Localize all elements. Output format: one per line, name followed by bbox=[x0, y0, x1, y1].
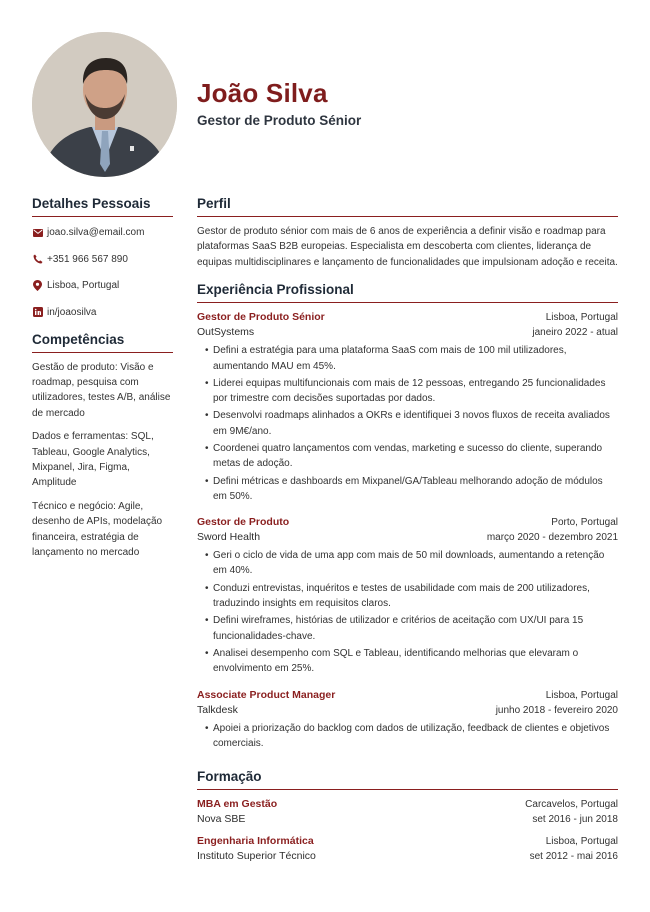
email-icon bbox=[32, 227, 43, 238]
job-bullet: • Desenvolvi roadmaps alinhados a OKRs e identifiquei 3 novos fluxos de receita avaliados em 9M€/ano. bbox=[212, 408, 618, 439]
job-dates: março 2020 - dezembro 2021 bbox=[486, 532, 618, 544]
contact-linkedin-text: in/joaosilva bbox=[47, 306, 97, 318]
candidate-name: João Silva bbox=[197, 78, 328, 108]
job-bullet: • Apoiei a priorização do backlog com dados de utilização, feedback de clientes e objetivos comerciais. bbox=[212, 721, 618, 752]
education-dates: set 2012 - mai 2016 bbox=[529, 851, 618, 863]
contact-linkedin[interactable] bbox=[32, 304, 173, 321]
sidebar bbox=[32, 196, 173, 568]
education-entry bbox=[197, 834, 618, 864]
contact-email[interactable] bbox=[32, 224, 173, 241]
skill-item: Gestão de produto: Visão e roadmap, pesquisa com utilizadores, testes A/B, análise de mercado bbox=[32, 361, 171, 419]
degree-title: MBA em Gestão bbox=[197, 798, 278, 811]
phone-icon bbox=[32, 254, 43, 265]
job-bullets bbox=[197, 721, 618, 752]
job-title: Gestor de Produto Sénior bbox=[197, 311, 325, 324]
job-bullet: • Conduzi entrevistas, inquéritos e testes de usabilidade com mais de 200 utilizadores, traduzindo insights em requisitos claros. bbox=[212, 581, 618, 612]
linkedin-icon bbox=[32, 307, 43, 318]
profile-text: Gestor de produto sénior com mais de 6 anos de experiência a definir visão e roadmap para plataformas SaaS B2B europeias. Especialista em descoberta com clientes, liderança de equipas multidisciplinares e lançamento de funcionalidades que impulsionam adoção e receita. bbox=[197, 226, 618, 268]
education-location: Lisboa, Portugal bbox=[545, 836, 618, 848]
education-dates: set 2016 - jun 2018 bbox=[532, 814, 618, 826]
job-bullets bbox=[197, 548, 618, 676]
job-bullet: • Analisei desempenho com SQL e Tableau, identificando melhorias que elevaram o envolvimento em 25%. bbox=[212, 646, 618, 677]
job-bullet: • Defini wireframes, histórias de utilizador e critérios de aceitação com UX/UI para 15 funcionalidades-chave. bbox=[212, 613, 618, 644]
job-dates: janeiro 2022 - atual bbox=[532, 327, 618, 339]
education-entry bbox=[197, 797, 618, 827]
personal-details-title: Detalhes Pessoais bbox=[32, 196, 173, 217]
skill-item: Técnico e negócio: Agile, desenho de APIs, modelação financeira, estratégia de lançamento no mercado bbox=[32, 500, 163, 558]
contact-email-text: joao.silva@email.com bbox=[47, 227, 145, 238]
profile-title: Perfil bbox=[197, 196, 618, 217]
contact-location-text: Lisboa, Portugal bbox=[47, 280, 120, 291]
main-content bbox=[197, 196, 618, 871]
school-name: Instituto Superior Técnico bbox=[197, 850, 316, 863]
contact-phone-text: +351 966 567 890 bbox=[47, 253, 128, 265]
job-bullet: • Geri o ciclo de vida de uma app com mais de 50 mil downloads, aumentando a retenção em 40%. bbox=[212, 548, 618, 579]
job-title: Gestor de Produto bbox=[197, 516, 290, 529]
education-title: Formação bbox=[197, 769, 618, 790]
job-company: OutSystems bbox=[197, 326, 255, 339]
job-company: Sword Health bbox=[197, 531, 261, 544]
job-location: Lisboa, Portugal bbox=[545, 689, 618, 701]
contact-location bbox=[32, 277, 173, 294]
school-name: Nova SBE bbox=[197, 813, 246, 826]
job-bullets bbox=[197, 343, 618, 504]
job-company: Talkdesk bbox=[197, 703, 238, 716]
job-title: Associate Product Manager bbox=[197, 688, 336, 701]
skills-title: Competências bbox=[32, 332, 173, 353]
job-bullet: • Liderei equipas multifuncionais com mais de 12 pessoas, entregando 25 funcionalidades por trimestre com decisões suportadas por dados. bbox=[212, 376, 618, 407]
job-entry bbox=[197, 515, 618, 676]
job-dates: junho 2018 - fevereiro 2020 bbox=[495, 704, 618, 716]
job-entry bbox=[197, 688, 618, 752]
job-location: Lisboa, Portugal bbox=[545, 312, 618, 324]
location-icon bbox=[32, 280, 43, 291]
contact-phone[interactable] bbox=[32, 251, 173, 268]
job-bullet: • Coordenei quatro lançamentos com vendas, marketing e sucesso do cliente, superando metas de adoção. bbox=[212, 441, 618, 472]
job-bullet: • Defini a estratégia para uma plataforma SaaS com mais de 100 mil utilizadores, aumentando MAU em 45%. bbox=[212, 343, 618, 374]
job-bullet: • Defini métricas e dashboards em Mixpanel/GA/Tableau melhorando adoção de módulos em 50%. bbox=[212, 474, 618, 505]
education-location: Carcavelos, Portugal bbox=[525, 799, 618, 811]
job-location: Porto, Portugal bbox=[551, 517, 618, 529]
job-entry bbox=[197, 310, 618, 504]
profile-photo bbox=[32, 32, 177, 177]
skill-item: Dados e ferramentas: SQL, Tableau, Google Analytics, Mixpanel, Jira, Figma, Amplitude bbox=[32, 431, 154, 489]
degree-title: Engenharia Informática bbox=[197, 835, 314, 848]
candidate-role: Gestor de Produto Sénior bbox=[197, 113, 362, 128]
experience-title: Experiência Profissional bbox=[197, 282, 618, 303]
